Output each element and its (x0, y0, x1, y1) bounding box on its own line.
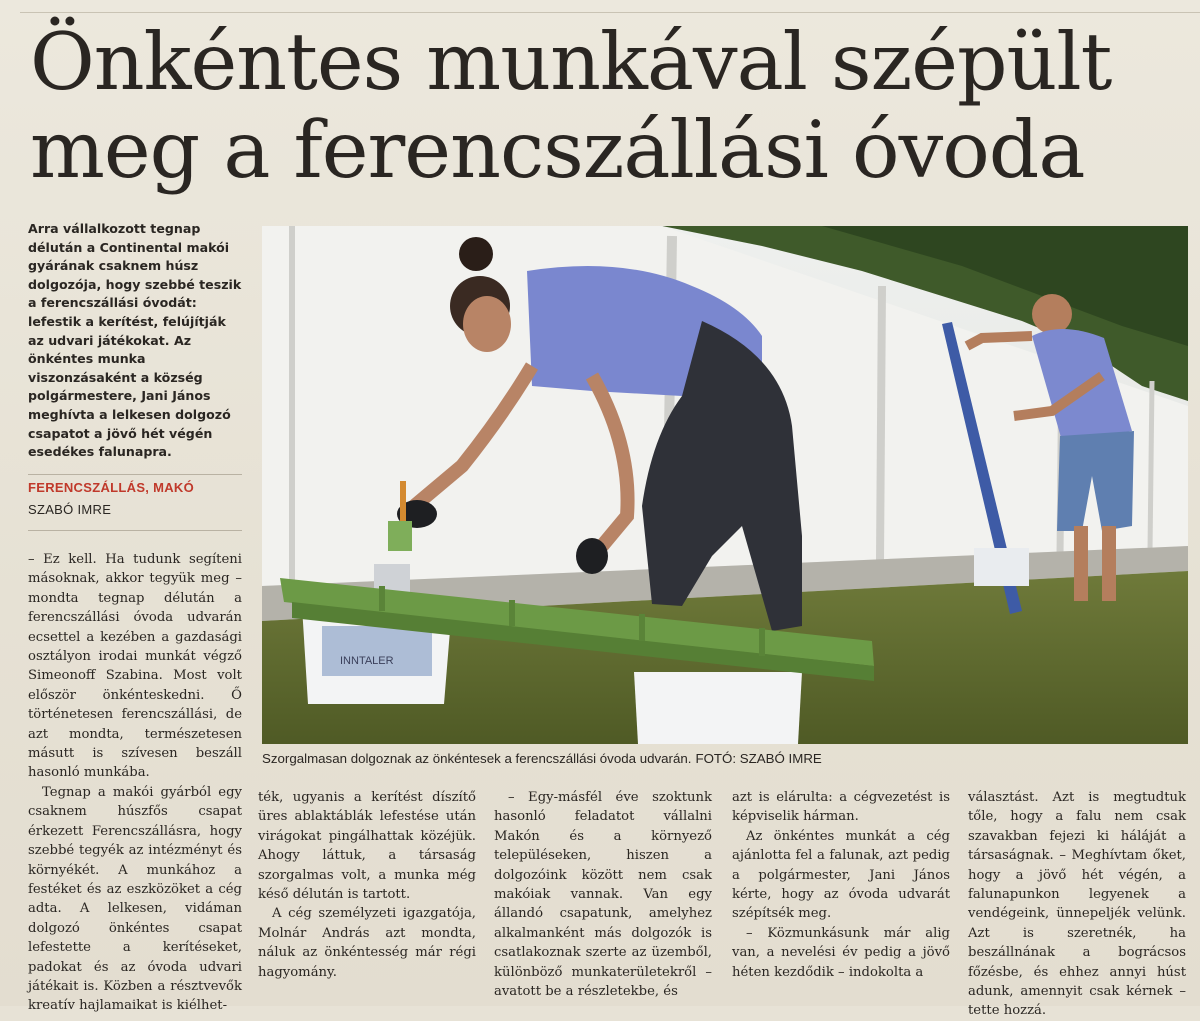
article-lead: Arra vállalkozott tegnap délután a Continental makói gyárának csaknem húsz dolgozója, hogy szebbé teszik a ferencszállási óvodát: lefestik a kerítést, felújítják az udvari játékokat. Az önkéntes munka viszonzásaként a község polgármestere, Jani János meghívta a lelkesen dolgozó csapatot a jövő hét végén esedékes falunapra. (28, 221, 242, 460)
paragraph: választást. Azt is megtudtuk tőle, hogy a falu nem csak szavakban fejezi ki háláját a társaságnak. – Meghívtam őket, hogy a jövő hét végén, a falunapunkon legyenek a vendégeink, ünnepeljék velünk. Azt is szeretnék, ha beszállnának a bográcsos főzésbe, és ehhez annyi húst adunk, amennyit csak kérnek – tette hozzá. (968, 790, 1186, 1019)
text-column-3 (494, 788, 712, 1001)
byline: SZABÓ IMRE (28, 502, 112, 517)
divider (28, 530, 242, 531)
paragraph: ték, ugyanis a kerítést díszítő üres ablaktáblák lefestése után virágokat pingálhattak közéjük. Ahogy láttuk, a társaság szorgalmas volt, a munka még késő délután is tartott. (258, 790, 476, 903)
photo-caption (262, 751, 1188, 766)
paragraph: – Ez kell. Ha tudunk segíteni másoknak, akkor tegyük meg – mondta tegnap délután a ferencszállási óvoda udvarán ecsettel a kezében a gazdasági osztályon irodai munkát végző Simeonoff Szabina. Most volt először önkénteskedni. Ő történetesen ferencszállási, de azt mondta, természetesen másutt is szívesen beszáll hasonló munkába. (28, 552, 242, 781)
photo-credit: FOTÓ: SZABÓ IMRE (695, 751, 822, 766)
paragraph: azt is elárulta: a cégvezetést is képviselik hárman. (732, 790, 950, 825)
divider (28, 474, 242, 475)
paragraph: A cég személyzeti igazgatója, Molnár András azt mondta, náluk az önkéntesség már régi hagyomány. (258, 906, 476, 980)
text-column-1 (28, 550, 242, 1016)
dateline: FERENCSZÁLLÁS, MAKÓ (28, 480, 195, 495)
text-column-2 (258, 788, 476, 982)
paragraph: – Egy-másfél éve szoktunk hasonló feladatot vállalni Makón és a környező településeken, hiszen a dolgozóink között nem csak makóiak vannak. Van egy állandó csapatunk, amelyhez alkalmanként más dolgozók is csatlakoznak szerte az üzemből, különböző munkaterületekről – avatott be a részletekbe, és (494, 790, 712, 1000)
paragraph: Tegnap a makói gyárból egy csaknem húszfős csapat érkezett Ferencszállásra, hogy szebbé tegyék az intézményt és környékét. A munkához a festéket és az eszközöket a cég adta. A lelkesen, vidáman dolgozó önkéntes csapat lefestette a kerítéseket, padokat és az óvoda udvari játékait is. Közben a résztvevők kreatív hajlamaikat is kiélhet- (28, 784, 242, 1014)
bucket-label: INNTALER (340, 655, 394, 667)
article-headline: Önkéntes munkával szépült meg a ferencszállási óvoda (30, 16, 1112, 196)
article-photo (262, 226, 1188, 744)
text-column-4 (732, 788, 950, 982)
caption-text: Szorgalmasan dolgoznak az önkéntesek a ferencszállási óvoda udvarán. (262, 751, 692, 766)
paragraph: – Közmunkásunk már alig van, a nevelési év pedig a jövő héten kezdődik – indokolta a (732, 925, 950, 980)
paragraph: Az önkéntes munkát a cég ajánlotta fel a falunak, azt pedig a polgármester, Jani János kérte, hogy az óvoda udvarát szépítsék meg. (732, 828, 950, 922)
text-column-5 (968, 788, 1186, 1021)
